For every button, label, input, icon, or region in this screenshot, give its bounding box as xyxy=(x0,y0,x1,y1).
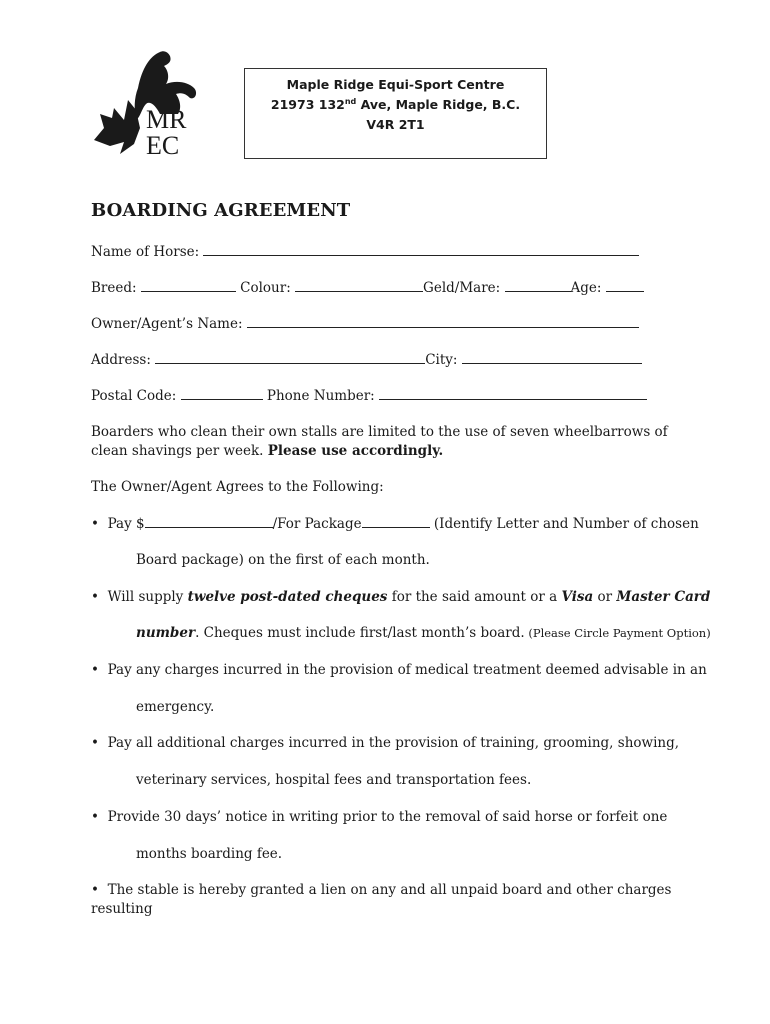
mrec-logo xyxy=(90,48,205,160)
bullet-medical-cont: emergency. xyxy=(136,699,215,715)
bullet-notice-cont: months boarding fee. xyxy=(136,846,283,862)
colour-field[interactable] xyxy=(295,279,423,292)
phone-field[interactable] xyxy=(379,387,647,400)
breed-label: Breed: xyxy=(91,280,137,296)
street-address: 21973 132nd Ave, Maple Ridge, B.C. xyxy=(270,96,521,112)
bullet-charges-cont: veterinary services, hospital fees and transportation fees. xyxy=(136,772,532,788)
horse-name-label: Name of Horse: xyxy=(91,244,200,260)
bullet-glyph: • xyxy=(91,735,99,751)
bullet-notice: • Provide 30 days’ notice in writing prior to the removal of said horse or forfeit one xyxy=(91,809,668,825)
postal-row xyxy=(91,387,647,404)
payment-amount-field[interactable] xyxy=(145,515,273,528)
horse-name-row xyxy=(91,243,639,260)
geld-mare-label: Geld/Mare: xyxy=(423,280,501,296)
bullet-lien-cont: resulting xyxy=(91,901,153,917)
bullet-medical: • Pay any charges incurred in the provision of medical treatment deemed advisable in an xyxy=(91,662,707,678)
city-label: City: xyxy=(425,352,458,368)
breed-row xyxy=(91,279,644,296)
page-title: BOARDING AGREEMENT xyxy=(91,200,351,221)
notice-emphasis: Please use accordingly. xyxy=(267,443,444,459)
maple-leaf-icon xyxy=(94,100,140,154)
bullet-glyph: • xyxy=(91,809,99,825)
address-box xyxy=(244,68,547,159)
address-row xyxy=(91,351,642,368)
colour-label: Colour: xyxy=(240,280,291,296)
bullet-glyph: • xyxy=(91,882,99,898)
phone-label: Phone Number: xyxy=(266,388,375,404)
agrees-heading: The Owner/Agent Agrees to the Following: xyxy=(91,479,384,495)
horse-name-field[interactable] xyxy=(203,243,639,256)
centre-name: Maple Ridge Equi-Sport Centre xyxy=(286,77,505,92)
bullet-payment: • Pay $ /For Package (Identify Letter and Number of chosen xyxy=(91,516,699,532)
address-label: Address: xyxy=(91,352,151,368)
bullet-lien: • The stable is hereby granted a lien on any and all unpaid board and other charges xyxy=(91,882,672,898)
geld-mare-field[interactable] xyxy=(505,279,571,292)
bullet-glyph: • xyxy=(91,662,99,678)
owner-name-label: Owner/Agent’s Name: xyxy=(91,316,243,332)
logo-text-mr: MR xyxy=(146,105,187,134)
city-field[interactable] xyxy=(462,351,642,364)
bullet-payment-cont: Board package) on the first of each month. xyxy=(136,552,430,568)
address-field[interactable] xyxy=(155,351,425,364)
postal-code-field[interactable] xyxy=(181,387,263,400)
bullet-glyph: • xyxy=(91,516,99,532)
age-field[interactable] xyxy=(606,279,644,292)
bullet-cheques: • Will supply twelve post-dated cheques for the said amount or a Visa or Master Card xyxy=(91,589,711,605)
shavings-notice: Boarders who clean their own stalls are limited to the use of seven wheelbarrows of clean shavings per week. Please use accordingly. xyxy=(91,424,668,459)
postal-line: V4R 2T1 xyxy=(366,117,425,132)
bullet-cheques-cont: number. Cheques must include first/last month’s board. (Please Circle Payment Option) xyxy=(136,625,711,641)
postal-code-label: Postal Code: xyxy=(91,388,177,404)
package-field[interactable] xyxy=(362,515,430,528)
age-label: Age: xyxy=(570,280,602,296)
logo-text-ec: EC xyxy=(146,131,180,160)
bullet-charges: • Pay all additional charges incurred in the provision of training, grooming, showing, xyxy=(91,735,680,751)
owner-name-field[interactable] xyxy=(247,315,639,328)
breed-field[interactable] xyxy=(141,279,236,292)
owner-row xyxy=(91,315,639,332)
bullet-glyph: • xyxy=(91,589,99,605)
